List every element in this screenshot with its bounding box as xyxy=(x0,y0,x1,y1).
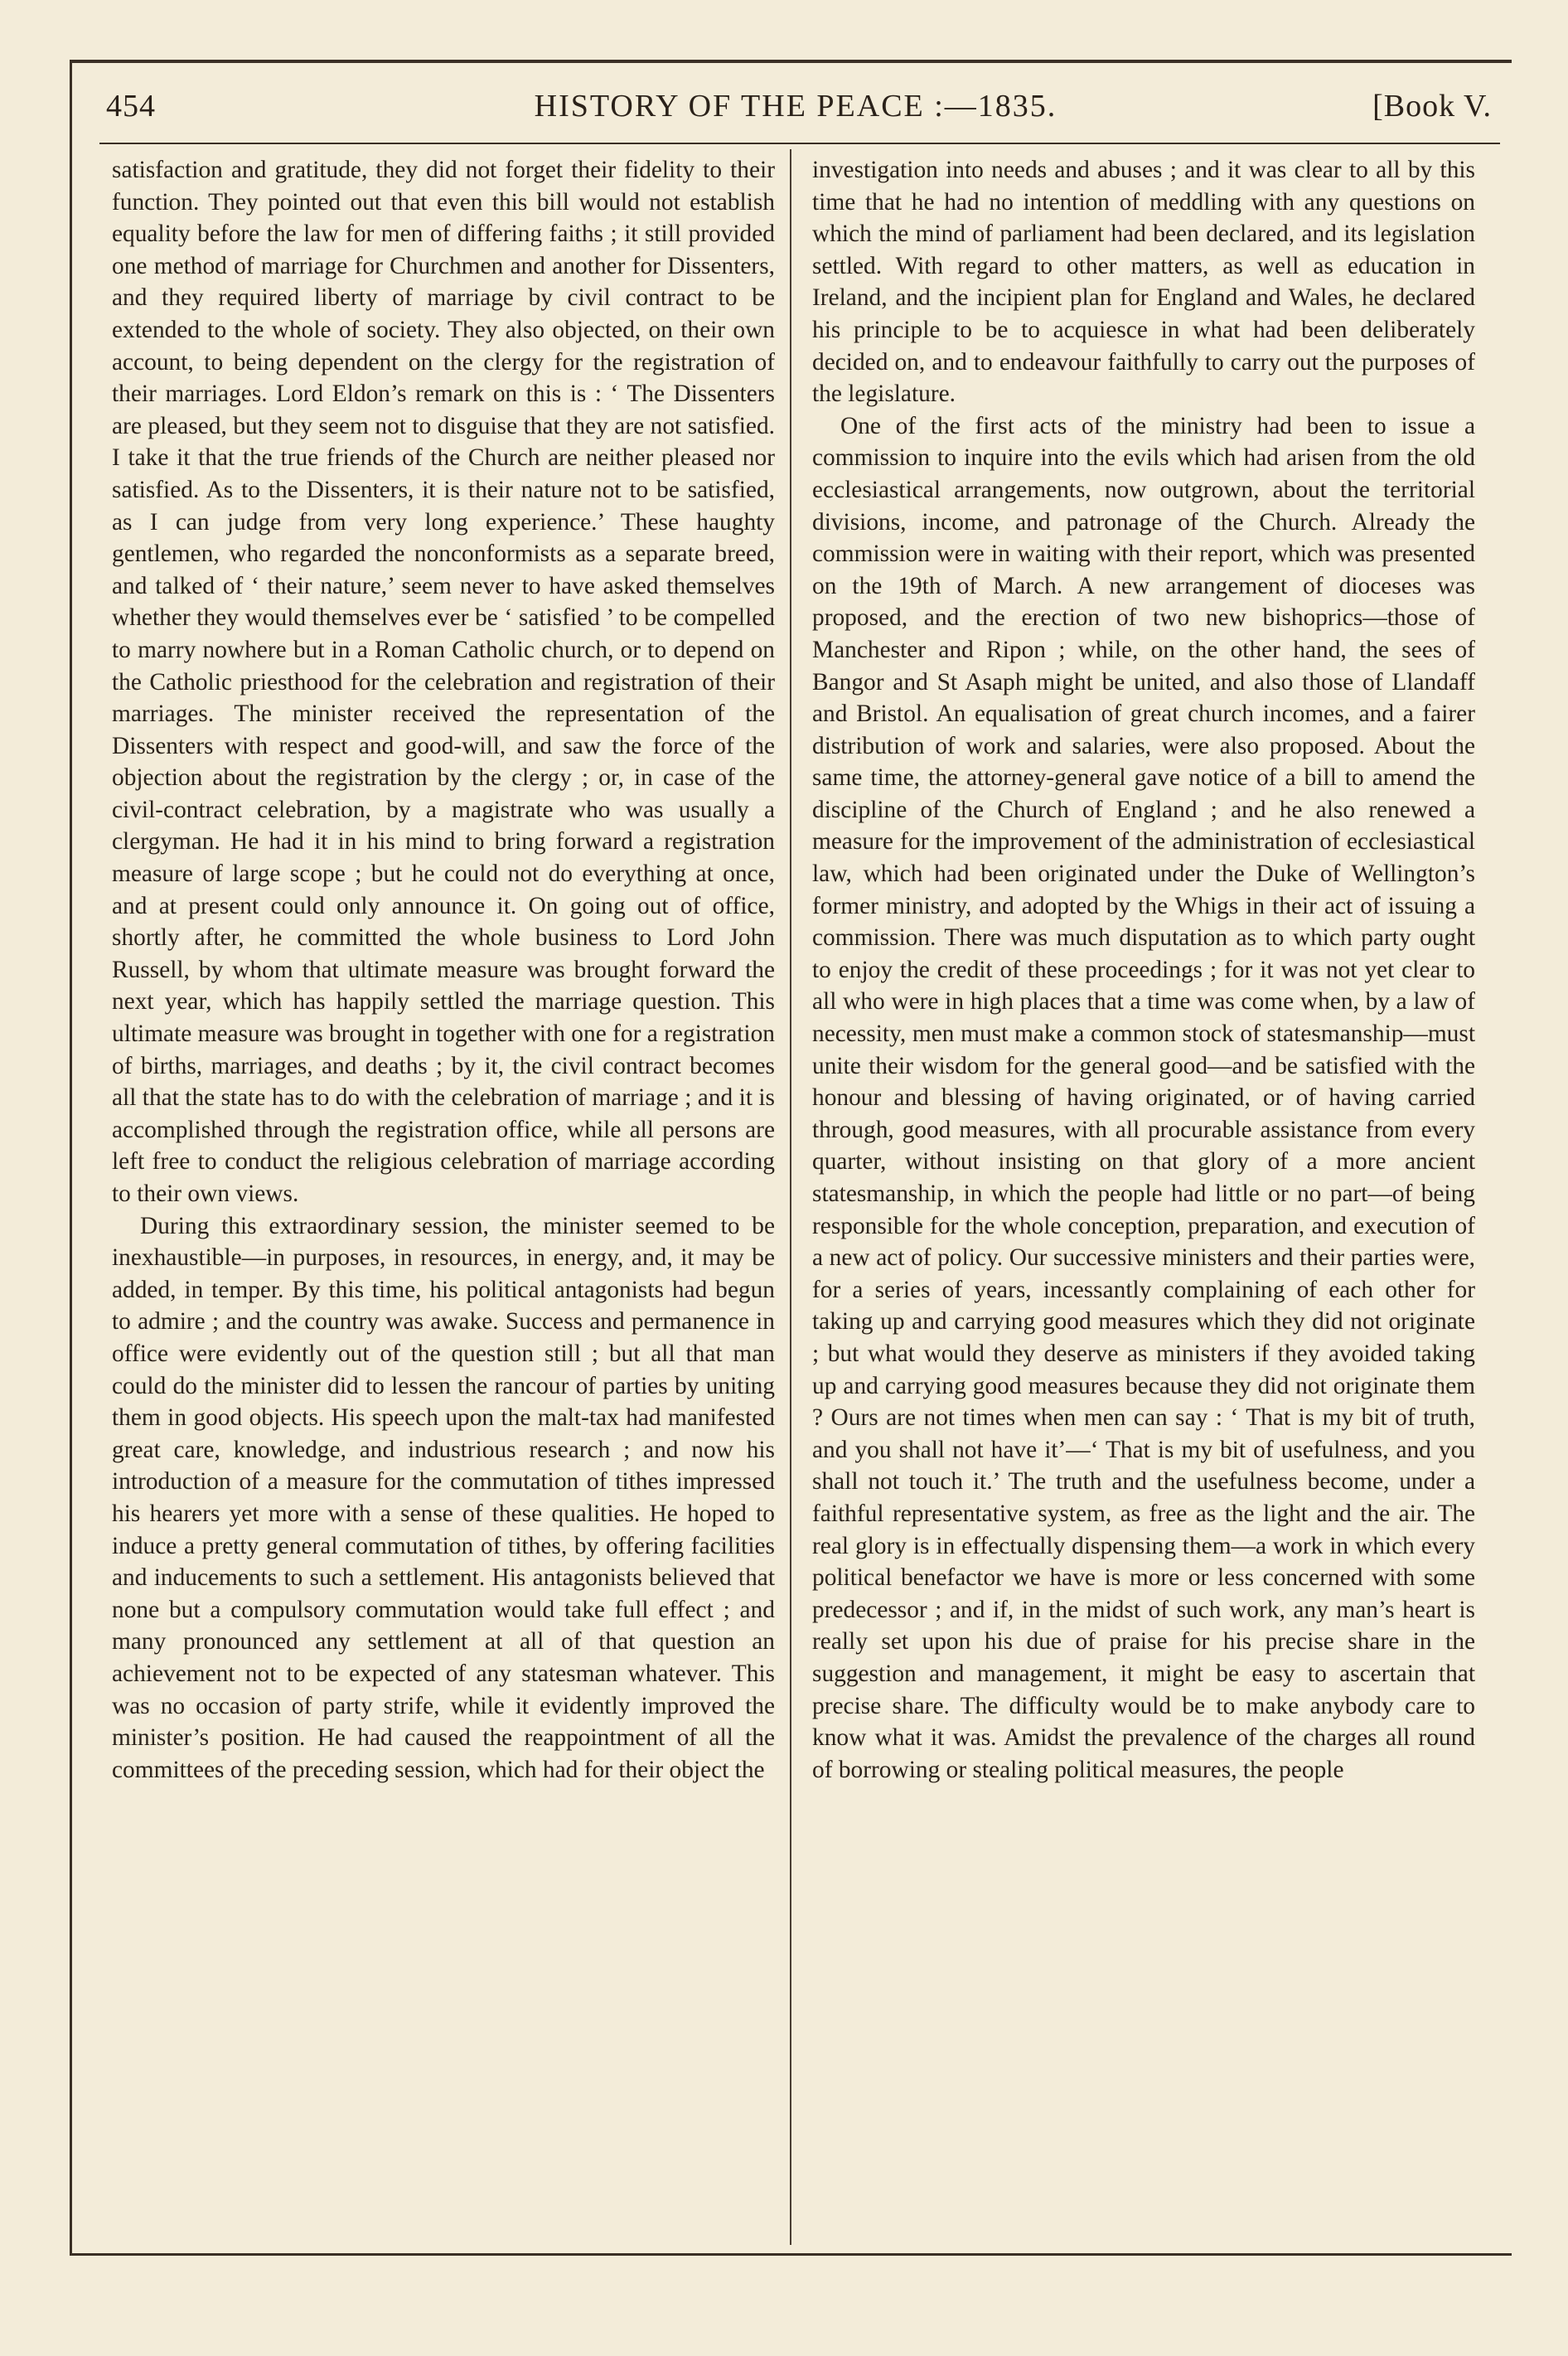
right-paragraph-1: investigation into needs and abuses ; and it was clear to all by this time that he had no intention of meddling with any questions on which the mind of parliament had been declared, and its legislation settled. With regard to other matters, as well as education in Ireland, and the incipient plan for England and Wales, he declared his principle to be to acquiesce in what had been deliberately decided on, and to endeavour faithfully to carry out the purposes of the legislature. xyxy=(812,157,1475,408)
page-frame-top-rule xyxy=(70,60,1512,63)
header-rule xyxy=(99,143,1500,144)
running-header xyxy=(99,88,1492,134)
column-divider xyxy=(790,149,791,2245)
page-frame-bottom-rule xyxy=(70,2253,1512,2256)
book-label: [Book V. xyxy=(1372,89,1492,124)
page-frame-left-rule xyxy=(70,60,72,2255)
right-column xyxy=(812,154,1475,2243)
running-title: HISTORY OF THE PEACE :—1835. xyxy=(534,89,1057,124)
left-column xyxy=(112,154,775,2243)
right-paragraph-2: One of the first acts of the ministry had been to issue a commission to inquire into the evils which had arisen from the old ecclesiastical arrangements, now outgrown, about the territorial divisions, income, and patronage of the Church. Already the commission were in waiting with their report, which was presented on the 19th of March. A new arrangement of dioceses was proposed, and the erection of two new bishoprics—those of Manchester and Ripon ; while, on the other hand, the sees of Bangor and St Asaph might be united, and also those of Llandaff and Bristol. An equalisation of great church incomes, and a fairer distribution of work and salaries, were also proposed. About the same time, the attorney-general gave notice of a bill to amend the discipline of the Church of England ; and he also renewed a measure for the improvement of the administration of ecclesiastical law, which had been originated under the Duke of Wellington’s former ministry, and adopted by the Whigs in their act of issuing a commission. There was much disputation as to which party ought to enjoy the credit of these proceedings ; for it was not yet clear to all who were in high places that a time was come when, by a law of necessity, men must make a common stock of statesmanship—must unite their wisdom for the general good—and be satisfied with the honour and blessing of having originated, or of having carried through, good measures, with all procurable assistance from every quarter, without insisting on that glory of a more ancient statesmanship, in which the people had little or no part—of being responsible for the whole conception, preparation, and execution of a new act of policy. Our successive ministers and their parties were, for a series of years, incessantly complaining of each other for taking up and carrying good measures which they did not originate ; but what would they deserve as ministers if they avoided taking up and carrying good measures because they did not originate them ? Ours are not times when men can say : ‘ That is my bit of truth, and you shall not have it’—‘ That is my bit of usefulness, and you shall not touch it.’ The truth and the usefulness become, under a faithful representative system, as free as the light and the air. The real glory is in effectually dispensing them—a work in which every political benefactor we have is more or less concerned with some predecessor ; and if, in the midst of such work, any man’s heart is really set upon his due of praise for his precise share in the suggestion and management, it might be easy to ascertain that precise share. The difficulty would be to make anybody care to know what it was. Amidst the prevalence of the charges all round of borrowing or stealing political measures, the people xyxy=(812,412,1475,1783)
left-paragraph-1: satisfaction and gratitude, they did not forget their fidelity to their function. They pointed out that even this bill would not establish equality before the law for men of differing faiths ; it still provided one method of marriage for Churchmen and another for Dissenters, and they required liberty of marriage by civil contract to be extended to the whole of society. They also objected, on their own account, to being dependent on the clergy for the registration of their marriages. Lord Eldon’s remark on this is : ‘ The Dissenters are pleased, but they seem not to disguise that they are not satisfied. I take it that the true friends of the Church are neither pleased nor satisfied. As to the Dissenters, it is their nature not to be satisfied, as I can judge from very long experience.’ These haughty gentlemen, who regarded the nonconformists as a separate breed, and talked of ‘ their nature,’ seem never to have asked themselves whether they would themselves ever be ‘ satisfied ’ to be compelled to marry nowhere but in a Roman Catholic church, or to depend on the Catholic priesthood for the celebration and registration of their marriages. The minister received the representation of the Dissenters with respect and good-will, and saw the force of the objection about the registration by the clergy ; or, in case of the civil-contract celebration, by a magistrate who was usually a clergyman. He had it in his mind to bring forward a registration measure of large scope ; but he could not do everything at once, and at present could only announce it. On going out of office, shortly after, he committed the whole business to Lord John Russell, by whom that ultimate measure was brought forward the next year, which has happily settled the marriage question. This ultimate measure was brought in together with one for a registration of births, marriages, and deaths ; by it, the civil contract becomes all that the state has to do with the celebration of marriage ; and it is accomplished through the registration office, while all persons are left free to conduct the religious celebration of marriage according to their own views. xyxy=(112,157,775,1207)
page-number: 454 xyxy=(106,89,156,124)
left-paragraph-2: During this extraordinary session, the minister seemed to be inexhaustible—in purposes, in resources, in energy, and, it may be added, in temper. By this time, his political antagonists had begun to admire ; and the country was awake. Success and permanence in office were evidently out of the question still ; but all that man could do the minister did to lessen the rancour of parties by uniting them in good objects. His speech upon the malt-tax had manifested great care, knowledge, and industrious research ; and now his introduction of a measure for the commutation of tithes impressed his hearers yet more with a sense of these qualities. He hoped to induce a pretty general commutation of tithes, by offering facilities and inducements to such a settlement. His antagonists believed that none but a compulsory commutation would take full effect ; and many pronounced any settlement at all of that question an achievement not to be expected of any statesman whatever. This was no occasion of party strife, while it evidently improved the minister’s position. He had caused the reappointment of all the committees of the preceding session, which had for their object the xyxy=(112,1212,775,1783)
